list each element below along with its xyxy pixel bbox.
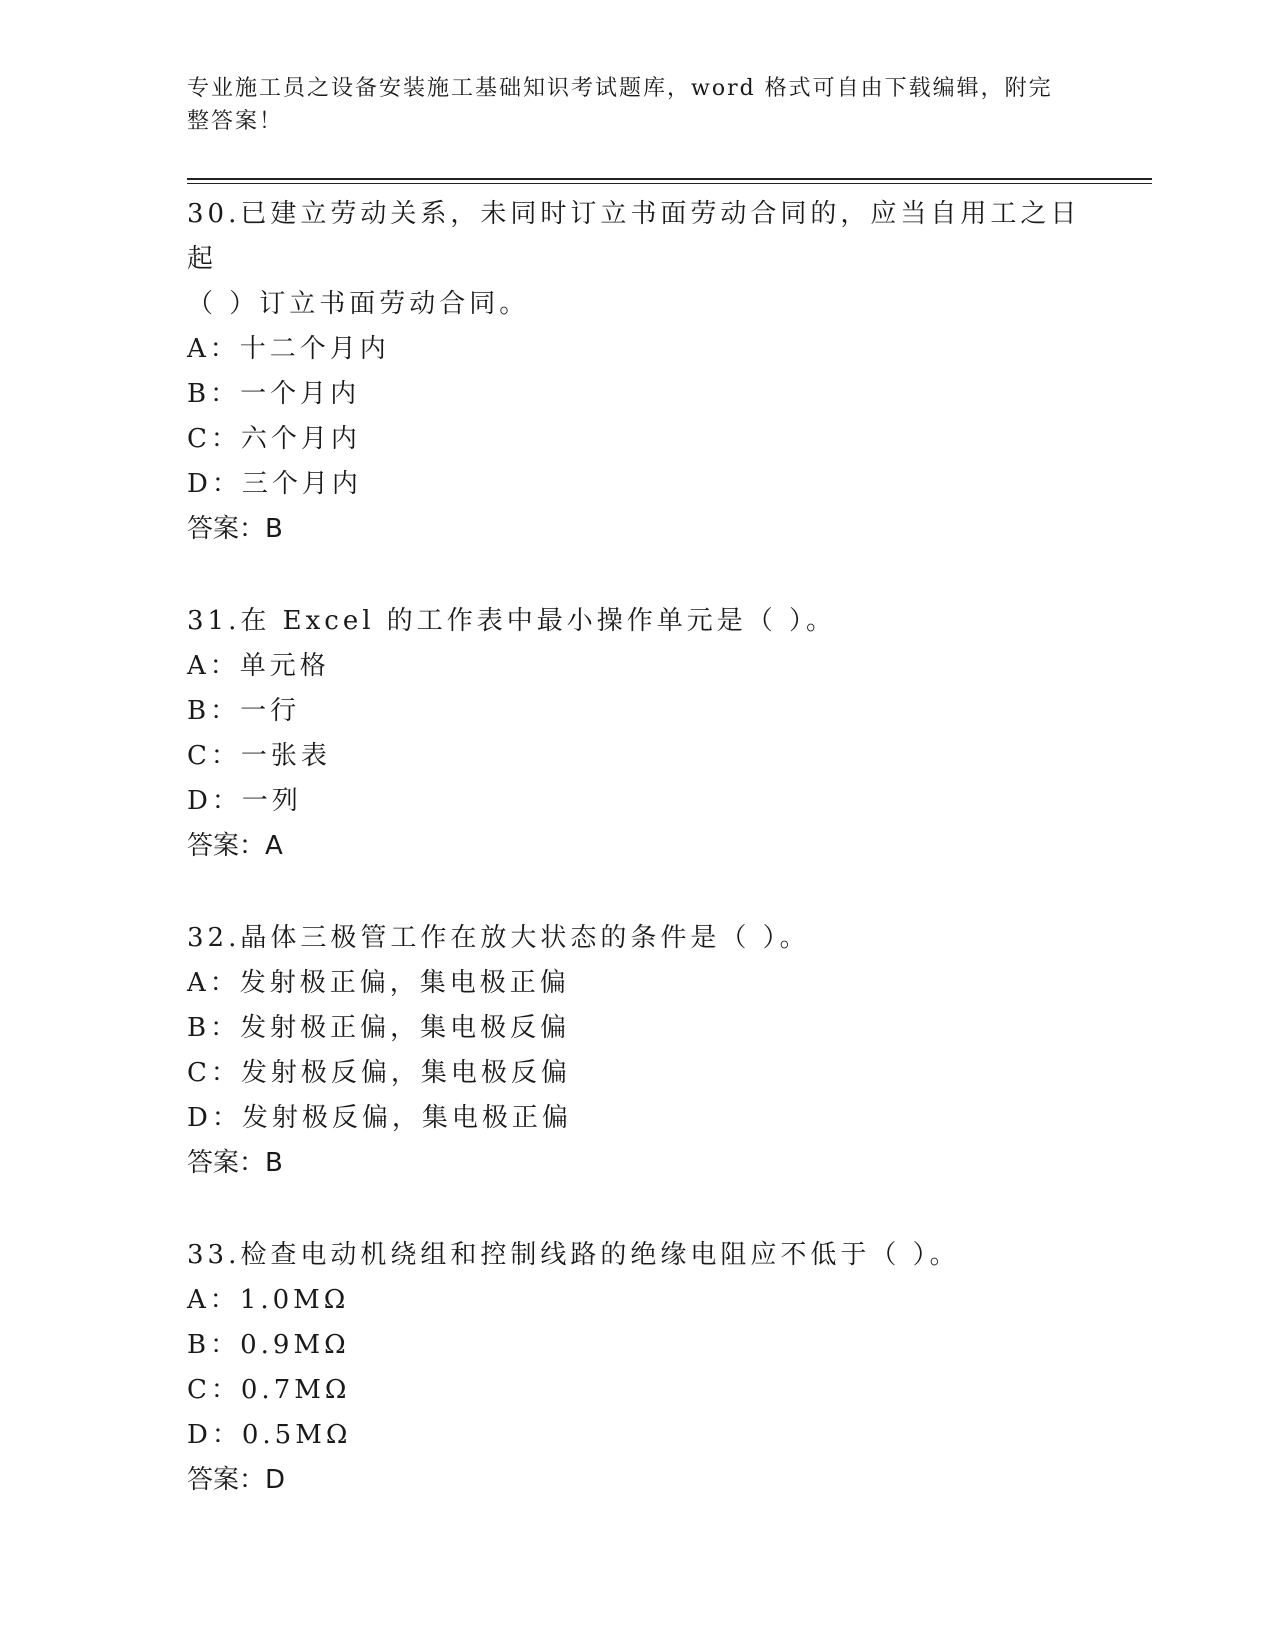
option-a: A：单元格 <box>187 651 330 681</box>
option-c: C：发射极反偏，集电极反偏 <box>187 1058 571 1088</box>
answer: 答案：B <box>187 514 283 544</box>
answer: 答案：D <box>187 1465 286 1495</box>
header-line-2: 整答案！ <box>187 109 284 134</box>
question-list <box>187 192 1087 1503</box>
option-c: C：六个月内 <box>187 424 361 454</box>
option-d: D：0.5MΩ <box>187 1420 352 1450</box>
question-30 <box>187 192 1087 552</box>
answer: 答案：B <box>187 1148 283 1178</box>
header-divider-thick <box>187 178 1152 180</box>
header-divider-thin <box>187 183 1152 184</box>
option-b: B：一个月内 <box>187 379 361 409</box>
option-d: D：一列 <box>187 786 302 816</box>
spacer <box>187 552 1087 599</box>
question-stem: 33.检查电动机绕组和控制线路的绝缘电阻应不低于（ ）。 <box>187 1240 960 1270</box>
header-line-1: 专业施工员之设备安装施工基础知识考试题库，word 格式可自由下载编辑，附完 <box>187 76 1053 101</box>
question-stem-continued: （ ）订立书面劳动合同。 <box>187 289 530 319</box>
answer: 答案：A <box>187 831 283 861</box>
question-stem: 32.晶体三极管工作在放大状态的条件是（ ）。 <box>187 923 810 953</box>
option-b: B：一行 <box>187 696 301 726</box>
spacer <box>187 869 1087 916</box>
option-c: C：0.7MΩ <box>187 1375 351 1405</box>
option-a: A：十二个月内 <box>187 334 390 364</box>
option-b: B：发射极正偏，集电极反偏 <box>187 1013 571 1043</box>
spacer <box>187 1186 1087 1233</box>
question-31 <box>187 599 1087 869</box>
option-a: A：1.0MΩ <box>187 1285 350 1315</box>
option-d: D：三个月内 <box>187 469 362 499</box>
question-stem: 31.在 Excel 的工作表中最小操作单元是（ ）。 <box>187 606 837 636</box>
option-c: C：一张表 <box>187 741 331 771</box>
question-stem: 30.已建立劳动关系，未同时订立书面劳动合同的，应当自用工之日起 <box>187 199 1081 274</box>
option-a: A：发射极正偏，集电极正偏 <box>187 968 570 998</box>
option-d: D：发射极反偏，集电极正偏 <box>187 1103 572 1133</box>
option-b: B：0.9MΩ <box>187 1330 350 1360</box>
document-header <box>187 72 1067 138</box>
question-33 <box>187 1233 1087 1503</box>
question-32 <box>187 916 1087 1186</box>
